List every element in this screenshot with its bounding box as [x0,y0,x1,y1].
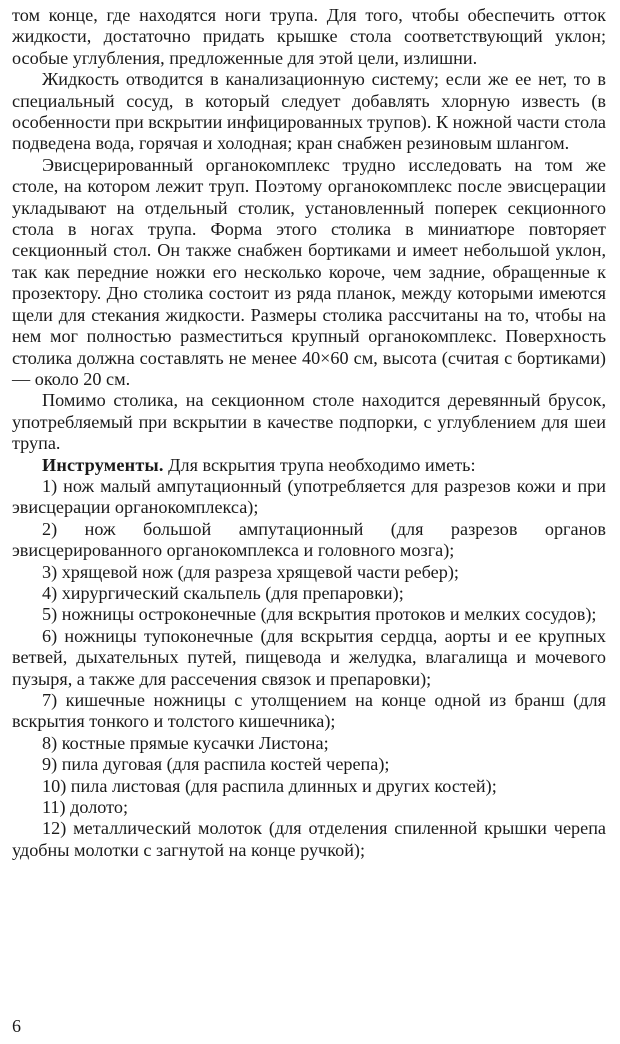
instrument-item: 11) долото; [42,797,129,818]
instrument-item: 7) кишечные ножницы с утолщением на конце одной из бранш (для вскрытия тонкого и толстого кишечника); [12,690,606,732]
instrument-item: 10) пила листовая (для распила длинных и других костей); [42,775,497,796]
instrument-item: 6) ножницы тупоконечные (для вскрытия сердца, аорты и ее крупных ветвей, дыхательных путей, пищевода и желудка, влагалища и мочевого пузыря, а также для рассечения связок и препаровки); [12,625,606,689]
page-number: 6 [12,1016,21,1036]
paragraph-wooden-block: Помимо столика, на секционном столе находится деревянный брусок, употребляемый при вскрытии в качестве подпорки, с углублением для шеи трупа. [12,390,606,454]
instrument-item: 8) костные прямые кусачки Листона; [42,732,329,753]
instrument-item: 12) металлический молоток (для отделения спиленной крышки черепа удобны молотки с загнутой на конце ручкой); [12,818,606,860]
instruments-heading: Инструменты. [42,454,164,475]
instrument-item: 1) нож малый ампутационный (употребляется для разрезов кожи и при эвисцерации органокомплекса); [12,475,606,518]
paragraph-organ-table: Эвисцерированный органокомплекс трудно исследовать на том же столе, на котором лежит труп. Поэтому органокомплекс после эвисцерации укладывают на отдельный столик, установленный поперек секционного стола в ногах трупа. Форма этого столика в миниатюре повторяет секционный стол. Он также снабжен бортиками и имеет небольшой уклон, так как передние ножки его несколько короче, чем задние, обращенные к прозектору. Дно столика состоит из ряда планок, между которыми имеются щели для стекания жидкости. Размеры столика рассчитаны на то, чтобы на нем мог полностью разместиться крупный органокомплекс. Поверхность столика должна составлять не менее 40×60 см, высота (считая с бортиками) — около 20 см. [12,154,606,389]
instrument-item: 9) пила дуговая (для распила костей черепа); [42,754,390,775]
instrument-item: 2) нож большой ампутационный (для разрезов органов эвисцерированного органокомплекса и головного мозга); [12,518,606,561]
paragraph-continuation: том конце, где находятся ноги трупа. Для того, чтобы обеспечить отток жидкости, достаточно придать крышке стола соответствующий уклон; особые углубления, предложенные для этой цели, излишни. [12,5,606,68]
instrument-item: 5) ножницы остроконечные (для вскрытия протоков и мелких сосудов); [42,604,597,625]
page-text-body [12,5,606,861]
instrument-item: 4) хирургический скальпель (для препаровки); [42,582,404,603]
paragraph-drainage: Жидкость отводится в канализационную систему; если же ее нет, то в специальный сосуд, в который следует добавлять хлорную известь (в особенности при вскрытии инфицированных трупов). К ножной части стола подведена вода, горячая и холодная; кран снабжен резиновым шлангом. [12,69,606,154]
instruments-intro-line [12,455,606,476]
instruments-intro: Для вскрытия трупа необходимо иметь: [163,454,476,475]
instrument-item: 3) хрящевой нож (для разреза хрящевой части ребер); [42,561,459,582]
